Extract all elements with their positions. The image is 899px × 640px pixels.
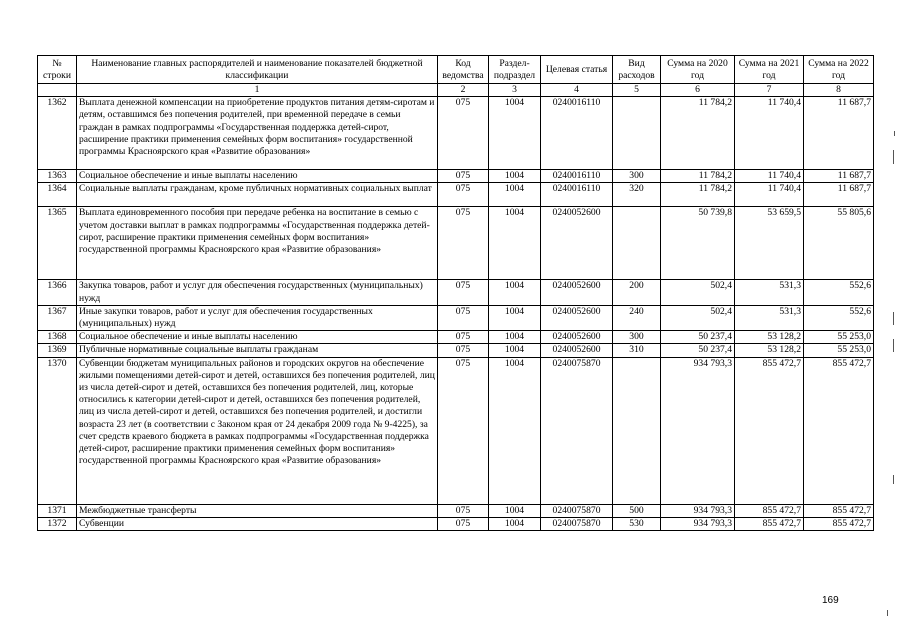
row-name: Социальное обеспечение и иные выплаты населению [77,170,438,183]
expense-type [613,357,661,504]
column-number: 5 [613,84,661,97]
target-article: 0240016110 [541,183,613,207]
sum-2021: 11 740,4 [735,183,804,207]
sum-2020: 11 784,2 [661,97,735,170]
sum-2020: 934 793,3 [661,517,735,530]
sum-2020: 11 784,2 [661,170,735,183]
sum-2022: 11 687,7 [804,170,874,183]
expense-type: 300 [613,170,661,183]
header-sum-2020: Сумма на 2020 год [661,56,735,84]
row-number: 1366 [38,280,77,305]
expense-type [613,97,661,170]
scan-mark [893,475,894,484]
department-code: 075 [438,280,489,305]
table-body [38,97,874,531]
sum-2021: 531,3 [735,305,804,330]
sum-2020: 50 739,8 [661,207,735,280]
sum-2022: 55 805,6 [804,207,874,280]
department-code: 075 [438,331,489,344]
sum-2020: 934 793,3 [661,357,735,504]
department-code: 075 [438,517,489,530]
sum-2021: 855 472,7 [735,357,804,504]
target-article: 0240075870 [541,357,613,504]
row-name: Межбюджетные трансферты [77,504,438,517]
header-name: Наименование главных распорядителей и наименование показателей бюджетной классификации [77,56,438,84]
row-number: 1365 [38,207,77,280]
sum-2021: 53 128,2 [735,331,804,344]
row-name: Социальное обеспечение и иные выплаты населению [77,331,438,344]
row-name: Иные закупки товаров, работ и услуг для обеспечения государственных (муниципальных) нужд [77,305,438,330]
target-article: 0240075870 [541,504,613,517]
sum-2020: 50 237,4 [661,344,735,357]
row-number: 1363 [38,170,77,183]
table-row [38,504,874,517]
department-code: 075 [438,97,489,170]
column-number: 6 [661,84,735,97]
sum-2021: 11 740,4 [735,170,804,183]
expense-type: 530 [613,517,661,530]
department-code: 075 [438,170,489,183]
row-name: Субвенции [77,517,438,530]
sum-2022: 55 253,0 [804,331,874,344]
scan-mark [893,312,894,325]
table-row [38,331,874,344]
table-row [38,183,874,207]
target-article: 0240016110 [541,97,613,170]
department-code: 075 [438,207,489,280]
column-number: 2 [438,84,489,97]
row-name: Социальные выплаты гражданам, кроме публичных нормативных социальных выплат [77,183,438,207]
table-row [38,207,874,280]
sum-2022: 552,6 [804,280,874,305]
expense-type: 240 [613,305,661,330]
sum-2022: 552,6 [804,305,874,330]
header-section: Раздел-подраздел [489,56,541,84]
expense-type: 500 [613,504,661,517]
sum-2020: 502,4 [661,280,735,305]
header-target-article: Целевая статья [541,56,613,84]
section-code: 1004 [489,183,541,207]
row-name: Выплата единовременного пособия при передаче ребенка на воспитание в семью с учетом доставки выплат в рамках подпрограммы «Государственная поддержка детей-сирот, расширение практики применения семейных форм воспитания» государственной программы Красноярского края «Развитие образования» [77,207,438,280]
scan-mark [887,610,888,616]
sum-2021: 53 128,2 [735,344,804,357]
scan-mark [894,131,895,136]
column-number: 8 [804,84,874,97]
section-code: 1004 [489,280,541,305]
header-department-code: Код ведомства [438,56,489,84]
column-number: 1 [77,84,438,97]
sum-2020: 934 793,3 [661,504,735,517]
department-code: 075 [438,504,489,517]
section-code: 1004 [489,517,541,530]
row-number: 1372 [38,517,77,530]
department-code: 075 [438,183,489,207]
row-number: 1367 [38,305,77,330]
column-number [38,84,77,97]
target-article: 0240016110 [541,170,613,183]
header-sum-2021: Сумма на 2021 год [735,56,804,84]
header-row-number: № строки [38,56,77,84]
table-header-row [38,56,874,84]
target-article: 0240052600 [541,207,613,280]
page-number: 169 [822,595,839,606]
section-code: 1004 [489,97,541,170]
table-row [38,357,874,504]
department-code: 075 [438,357,489,504]
department-code: 075 [438,305,489,330]
column-number: 3 [489,84,541,97]
sum-2020: 502,4 [661,305,735,330]
row-number: 1364 [38,183,77,207]
column-number: 7 [735,84,804,97]
section-code: 1004 [489,170,541,183]
row-number: 1369 [38,344,77,357]
row-name: Выплата денежной компенсации на приобретение продуктов питания детям-сиротам и детям, оставшимся без попечения родителей, при временной передаче в семьи граждан в рамках подпрограммы «Государственная поддержка детей-сирот, расширение практики применения семейных форм воспитания» государственной программы Красноярского края «Развитие образования» [77,97,438,170]
sum-2022: 855 472,7 [804,504,874,517]
table-row [38,344,874,357]
header-sum-2022: Сумма на 2022 год [804,56,874,84]
expense-type: 200 [613,280,661,305]
section-code: 1004 [489,207,541,280]
section-code: 1004 [489,305,541,330]
sum-2021: 531,3 [735,280,804,305]
sum-2022: 855 472,7 [804,517,874,530]
scan-mark [893,150,894,164]
row-name: Публичные нормативные социальные выплаты гражданам [77,344,438,357]
section-code: 1004 [489,504,541,517]
department-code: 075 [438,344,489,357]
sum-2022: 55 253,0 [804,344,874,357]
expense-type: 320 [613,183,661,207]
target-article: 0240052600 [541,280,613,305]
sum-2021: 11 740,4 [735,97,804,170]
sum-2022: 11 687,7 [804,183,874,207]
sum-2022: 11 687,7 [804,97,874,170]
target-article: 0240052600 [541,331,613,344]
expense-type: 300 [613,331,661,344]
column-number-row [38,84,874,97]
row-number: 1362 [38,97,77,170]
sum-2022: 855 472,7 [804,357,874,504]
table-row [38,305,874,330]
sum-2021: 855 472,7 [735,517,804,530]
row-name: Закупка товаров, работ и услуг для обеспечения государственных (муниципальных) нужд [77,280,438,305]
target-article: 0240052600 [541,344,613,357]
section-code: 1004 [489,331,541,344]
table-row [38,280,874,305]
section-code: 1004 [489,344,541,357]
row-name: Субвенции бюджетам муниципальных районов и городских округов на обеспечение жилыми помещениями детей-сирот и детей, оставшихся без попечения родителей, лиц из числа детей-сирот и детей, оставшихся без попечения родителей, лиц, которые относились к категории детей-сирот и детей, оставшихся без попечения родителей, лиц из числа детей-сирот и детей, оставшихся без попечения родителей, и достигли возраста 23 лет (в соответствии с Законом края от 24 декабря 2009 года № 9-4225), за счет средств краевого бюджета в рамках подпрограммы «Государственная поддержка детей-сирот, расширение практики применения семейных форм воспитания» государственной программы Красноярского края «Развитие образования» [77,357,438,504]
table-row [38,517,874,530]
target-article: 0240075870 [541,517,613,530]
sum-2021: 53 659,5 [735,207,804,280]
expense-type [613,207,661,280]
row-number: 1371 [38,504,77,517]
scan-mark [893,339,894,352]
sum-2020: 11 784,2 [661,183,735,207]
section-code: 1004 [489,357,541,504]
column-number: 4 [541,84,613,97]
expense-type: 310 [613,344,661,357]
table-row [38,170,874,183]
row-number: 1370 [38,357,77,504]
header-expense-type: Вид расходов [613,56,661,84]
budget-table [37,55,874,531]
sum-2020: 50 237,4 [661,331,735,344]
table-row [38,97,874,170]
row-number: 1368 [38,331,77,344]
target-article: 0240052600 [541,305,613,330]
sum-2021: 855 472,7 [735,504,804,517]
